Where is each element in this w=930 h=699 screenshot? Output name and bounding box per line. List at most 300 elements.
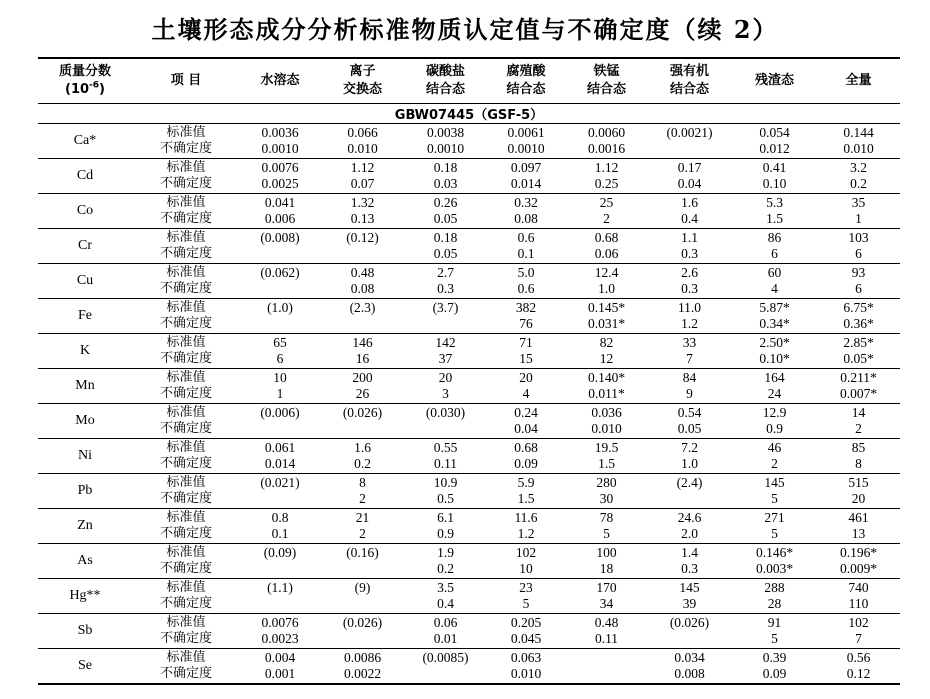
unc-value: 7: [686, 351, 693, 366]
element-cell: Ni: [78, 448, 92, 463]
value-cell: [320, 649, 405, 685]
value-cell: [405, 579, 486, 614]
unc-value: 0.3: [681, 246, 698, 261]
element-cell: Zn: [77, 518, 93, 533]
std-value: 461: [848, 510, 869, 525]
value-cell: [320, 334, 405, 369]
unc-value: 0.04: [514, 421, 538, 436]
std-value: (0.026): [669, 615, 710, 630]
unc-value: 30: [599, 491, 614, 506]
unc-value: 110: [848, 596, 869, 611]
std-value: 0.211*: [840, 370, 877, 385]
value-cell: [405, 229, 486, 264]
value-cell: [817, 509, 900, 544]
std-value: (0.006): [260, 405, 300, 420]
std-label: 标准值: [166, 334, 206, 350]
value-cell: [320, 579, 405, 614]
element-cell: Cd: [76, 168, 94, 183]
std-value: 382: [515, 300, 537, 315]
unc-value: 0.011*: [588, 386, 625, 401]
value-cell: [486, 579, 566, 614]
unc-label: 不确定度: [159, 666, 212, 681]
table-row: [38, 264, 900, 299]
unc-value: 0.006: [264, 211, 296, 226]
value-cell: [647, 579, 732, 614]
value-cell: [486, 229, 566, 264]
col-header-fe-mn: 铁锰 结合态: [566, 58, 647, 104]
value-cell: [240, 369, 320, 404]
value-cell: [566, 369, 647, 404]
value-cell: [732, 299, 817, 334]
table-row: [38, 159, 900, 194]
std-value: 35: [851, 195, 866, 210]
element-cell: Mo: [75, 413, 95, 428]
reference-values-table: [38, 57, 900, 685]
value-cell: [486, 509, 566, 544]
value-cell: [486, 649, 566, 685]
value-cell: [817, 334, 900, 369]
item-label-cell: [132, 649, 240, 685]
std-value: (2.4): [676, 475, 703, 490]
unc-value: 0.045: [510, 631, 542, 646]
value-cell: [817, 124, 900, 159]
value-cell: [566, 264, 647, 299]
unc-value: 0.014: [510, 176, 542, 191]
element-cell: Co: [76, 203, 94, 218]
std-label: 标准值: [166, 544, 206, 560]
unc-value: 0.10*: [759, 351, 790, 366]
unc-value: 1: [276, 386, 284, 401]
value-cell: [817, 474, 900, 509]
value-cell: [240, 124, 320, 159]
std-value: (0.0085): [422, 650, 469, 665]
unc-value: 24: [767, 386, 782, 401]
value-cell: [486, 404, 566, 439]
table-row: [38, 649, 900, 685]
unc-value: 0.3: [681, 561, 698, 576]
unc-value: 0.1: [271, 526, 289, 541]
unc-value: 2.0: [681, 526, 698, 541]
std-value: 24.6: [677, 510, 702, 525]
table-row: [38, 194, 900, 229]
std-value: 142: [435, 335, 456, 350]
value-cell: [320, 439, 405, 474]
unc-value: 0.010: [591, 421, 622, 436]
std-value: 0.144: [843, 125, 874, 140]
std-value: 145: [764, 475, 785, 490]
unc-value: 1.5: [766, 211, 783, 226]
std-value: 65: [273, 335, 287, 350]
unc-value: 0.1: [517, 246, 535, 261]
value-cell: [566, 649, 647, 685]
std-label: 标准值: [166, 229, 206, 245]
item-label-cell: [132, 579, 240, 614]
std-value: 0.18: [433, 160, 458, 175]
table-body: [38, 124, 900, 685]
unc-value: 7: [855, 631, 862, 646]
std-value: 0.063: [510, 650, 542, 665]
unc-value: 0.031*: [587, 316, 626, 331]
value-cell: [817, 404, 900, 439]
value-cell: [320, 194, 405, 229]
std-value: (1.0): [267, 300, 293, 315]
value-cell: [320, 264, 405, 299]
value-cell: [566, 299, 647, 334]
unc-value: 6: [276, 351, 284, 366]
unc-value: 4: [771, 281, 778, 296]
unc-value: 0.001: [264, 666, 296, 681]
unc-value: 6: [855, 281, 862, 296]
item-header: 项 目: [132, 58, 240, 104]
unc-value: 0.08: [350, 281, 375, 296]
unc-value: 76: [519, 316, 533, 331]
value-cell: [486, 194, 566, 229]
value-cell: [240, 474, 320, 509]
std-value: 280: [596, 475, 617, 490]
unc-value: 0.0010: [261, 141, 299, 156]
std-value: 1.6: [681, 195, 698, 210]
value-cell: [647, 299, 732, 334]
unc-value: 6: [771, 246, 778, 261]
unc-value: 0.4: [437, 596, 454, 611]
unc-value: 0.05: [433, 246, 458, 261]
std-value: 0.24: [514, 405, 538, 420]
unc-value: [320, 421, 405, 437]
table-row: [38, 124, 900, 159]
unc-value: 26: [355, 386, 370, 401]
unc-value: 1.2: [681, 316, 698, 331]
unc-value: 0.10: [762, 176, 787, 191]
unc-value: [647, 631, 732, 647]
value-cell: [817, 579, 900, 614]
unc-value: 0.09: [762, 666, 787, 681]
std-value: 0.097: [510, 160, 542, 175]
unc-value: [240, 561, 320, 577]
std-value: (1.1): [267, 580, 293, 595]
value-cell: [647, 194, 732, 229]
unc-value: 1.2: [517, 526, 535, 541]
unc-value: 0.05: [433, 211, 458, 226]
unc-value: 0.05*: [843, 351, 874, 366]
unc-value: [240, 596, 320, 612]
std-label: 标准值: [166, 404, 206, 420]
std-value: 5.9: [517, 475, 535, 490]
std-value: 0.140*: [587, 370, 626, 385]
value-cell: [486, 299, 566, 334]
item-label-cell: [132, 369, 240, 404]
unc-label: 不确定度: [159, 211, 212, 226]
unc-value: 5: [771, 631, 778, 646]
element-cell: As: [77, 553, 93, 568]
value-cell: [817, 229, 900, 264]
table-row: [38, 299, 900, 334]
std-value: (0.026): [342, 615, 383, 630]
std-value: 0.68: [514, 440, 538, 455]
unc-label: 不确定度: [159, 316, 212, 331]
std-label: 标准值: [166, 614, 206, 630]
unc-value: 0.007*: [839, 386, 878, 401]
std-value: 84: [682, 370, 697, 385]
value-cell: [486, 474, 566, 509]
unc-value: [320, 246, 405, 262]
value-cell: [320, 369, 405, 404]
unc-value: 18: [599, 561, 614, 576]
unc-value: 0.010: [347, 141, 378, 156]
unc-value: [240, 246, 320, 262]
unc-value: 15: [519, 351, 533, 366]
std-value: 0.0036: [261, 125, 299, 140]
value-cell: [486, 124, 566, 159]
unc-label: 不确定度: [159, 176, 212, 191]
unc-value: 20: [851, 491, 866, 506]
value-cell: [817, 439, 900, 474]
item-label-cell: [132, 159, 240, 194]
std-value: 0.004: [264, 650, 296, 665]
item-label-cell: [132, 334, 240, 369]
element-cell: Pb: [77, 483, 93, 498]
std-value: (0.062): [260, 265, 300, 280]
std-value: 21: [355, 510, 370, 525]
value-cell: [566, 579, 647, 614]
value-cell: [566, 124, 647, 159]
std-value: 0.146*: [755, 545, 794, 560]
std-value: 91: [767, 615, 782, 630]
unc-value: 0.11: [433, 456, 458, 471]
std-value: 0.39: [762, 650, 787, 665]
value-cell: [240, 614, 320, 649]
sample-id: GBW07445（GSF-5）: [38, 104, 900, 124]
item-label-cell: [132, 264, 240, 299]
unc-label: 不确定度: [159, 561, 212, 576]
value-cell: [647, 544, 732, 579]
std-value: 0.48: [594, 615, 619, 630]
col-header-water-soluble: 水溶态: [240, 58, 320, 104]
unc-label: 不确定度: [159, 386, 212, 401]
value-cell: [647, 614, 732, 649]
std-value: 71: [519, 335, 533, 350]
unc-value: [647, 141, 732, 157]
std-value: 5.0: [517, 265, 535, 280]
std-value: 85: [851, 440, 866, 455]
table-row: [38, 474, 900, 509]
value-cell: [732, 579, 817, 614]
item-label-cell: [132, 509, 240, 544]
unc-value: 0.0025: [261, 176, 299, 191]
value-cell: [405, 334, 486, 369]
element-cell: Cu: [76, 273, 94, 288]
std-value: 1.12: [594, 160, 619, 175]
value-cell: [566, 509, 647, 544]
unc-value: 0.07: [350, 176, 375, 191]
value-cell: [320, 124, 405, 159]
unc-value: 0.34*: [759, 316, 790, 331]
unc-value: [405, 316, 486, 332]
unc-value: 3: [442, 386, 449, 401]
unc-label: 不确定度: [159, 141, 212, 156]
table-row: [38, 334, 900, 369]
std-value: 1.4: [681, 545, 698, 560]
unc-label: 不确定度: [159, 526, 212, 541]
value-cell: [647, 159, 732, 194]
value-cell: [732, 194, 817, 229]
std-value: 0.0061: [507, 125, 545, 140]
unc-value: 1.0: [681, 456, 698, 471]
value-cell: [732, 124, 817, 159]
value-cell: [240, 229, 320, 264]
unc-value: 5: [522, 596, 530, 611]
value-cell: [566, 159, 647, 194]
unc-value: 2: [603, 211, 610, 226]
std-value: 86: [767, 230, 782, 245]
value-cell: [405, 194, 486, 229]
unc-value: 28: [767, 596, 782, 611]
value-cell: [486, 264, 566, 299]
value-cell: [566, 194, 647, 229]
value-cell: [732, 369, 817, 404]
header-row: [38, 58, 900, 104]
value-cell: [647, 369, 732, 404]
std-value: [566, 650, 647, 666]
std-value: 740: [848, 580, 869, 595]
std-label: 标准值: [166, 194, 206, 210]
std-value: 103: [848, 230, 869, 245]
value-cell: [647, 229, 732, 264]
item-label-cell: [132, 229, 240, 264]
element-cell: Ca*: [73, 133, 97, 148]
std-value: 14: [851, 405, 866, 420]
std-value: 0.0086: [343, 650, 382, 665]
value-cell: [817, 649, 900, 685]
value-cell: [405, 649, 486, 685]
element-cell: Cr: [78, 238, 92, 253]
value-cell: [320, 614, 405, 649]
std-value: 0.26: [433, 195, 458, 210]
std-value: 6.1: [437, 510, 454, 525]
value-cell: [486, 544, 566, 579]
col-header-humic-acid: 腐殖酸 结合态: [486, 58, 566, 104]
unc-value: 39: [682, 596, 697, 611]
value-cell: [405, 474, 486, 509]
std-value: 2.6: [681, 265, 698, 280]
std-value: 200: [352, 370, 373, 385]
unc-value: 5: [603, 526, 610, 541]
std-label: 标准值: [166, 124, 206, 140]
value-cell: [320, 474, 405, 509]
std-label: 标准值: [166, 579, 206, 595]
std-value: 0.196*: [839, 545, 878, 560]
unc-value: 0.014: [264, 456, 296, 471]
unc-value: 5: [771, 526, 778, 541]
std-value: 0.54: [677, 405, 702, 420]
value-cell: [240, 299, 320, 334]
unc-value: 0.25: [594, 176, 619, 191]
unc-value: 0.0016: [587, 141, 626, 156]
item-label-cell: [132, 404, 240, 439]
value-cell: [732, 159, 817, 194]
col-header-ion-exchange: 离子 交换态: [320, 58, 405, 104]
value-cell: [817, 614, 900, 649]
std-value: (3.7): [432, 300, 459, 315]
value-cell: [732, 229, 817, 264]
std-value: 0.036: [591, 405, 622, 420]
std-value: 5.3: [766, 195, 783, 210]
std-value: 0.8: [271, 510, 289, 525]
unc-value: 5: [771, 491, 778, 506]
value-cell: [240, 439, 320, 474]
unc-value: [320, 561, 405, 577]
value-cell: [405, 544, 486, 579]
std-value: 0.17: [677, 160, 702, 175]
unc-value: 0.2: [850, 176, 867, 191]
std-value: 1.9: [437, 545, 454, 560]
item-label-cell: [132, 474, 240, 509]
std-value: 1.32: [350, 195, 375, 210]
unc-label: 不确定度: [159, 491, 212, 506]
std-value: 11.6: [514, 510, 538, 525]
value-cell: [486, 159, 566, 194]
table-row: [38, 614, 900, 649]
std-value: 0.205: [510, 615, 542, 630]
std-value: 0.145*: [587, 300, 626, 315]
std-value: 0.0038: [426, 125, 465, 140]
std-label: 标准值: [166, 369, 206, 385]
item-label-cell: [132, 439, 240, 474]
std-value: 3.5: [437, 580, 454, 595]
value-cell: [732, 509, 817, 544]
value-cell: [566, 334, 647, 369]
value-cell: [566, 229, 647, 264]
table-row: [38, 509, 900, 544]
element-cell: Mn: [75, 378, 95, 393]
table-row: [38, 544, 900, 579]
unc-value: 0.13: [350, 211, 375, 226]
value-cell: [732, 544, 817, 579]
value-cell: [817, 369, 900, 404]
unc-value: 1.5: [598, 456, 615, 471]
unc-value: 0.012: [759, 141, 790, 156]
value-cell: [405, 404, 486, 439]
unc-label: 不确定度: [159, 596, 212, 611]
value-cell: [320, 229, 405, 264]
item-label-cell: [132, 124, 240, 159]
value-cell: [320, 544, 405, 579]
std-value: 3.2: [850, 160, 867, 175]
unc-value: 1.5: [517, 491, 535, 506]
value-cell: [647, 509, 732, 544]
unc-value: 0.2: [354, 456, 371, 471]
unc-value: 2: [359, 491, 366, 506]
unc-value: 0.6: [517, 281, 535, 296]
std-value: 20: [519, 370, 533, 385]
std-label: 标准值: [166, 649, 206, 665]
std-value: 0.061: [264, 440, 296, 455]
value-cell: [647, 334, 732, 369]
std-label: 标准值: [166, 264, 206, 280]
std-value: (9): [354, 580, 371, 595]
value-cell: [240, 194, 320, 229]
std-value: 164: [764, 370, 785, 385]
unit-header: 质量分数 $(10^{-6})$: [38, 58, 132, 104]
value-cell: [486, 334, 566, 369]
table-row: [38, 404, 900, 439]
unc-value: [240, 316, 320, 332]
std-value: 0.0060: [587, 125, 626, 140]
table-row: [38, 579, 900, 614]
value-cell: [405, 509, 486, 544]
unc-label: 不确定度: [159, 631, 212, 646]
unc-value: [647, 491, 732, 507]
item-label-cell: [132, 544, 240, 579]
